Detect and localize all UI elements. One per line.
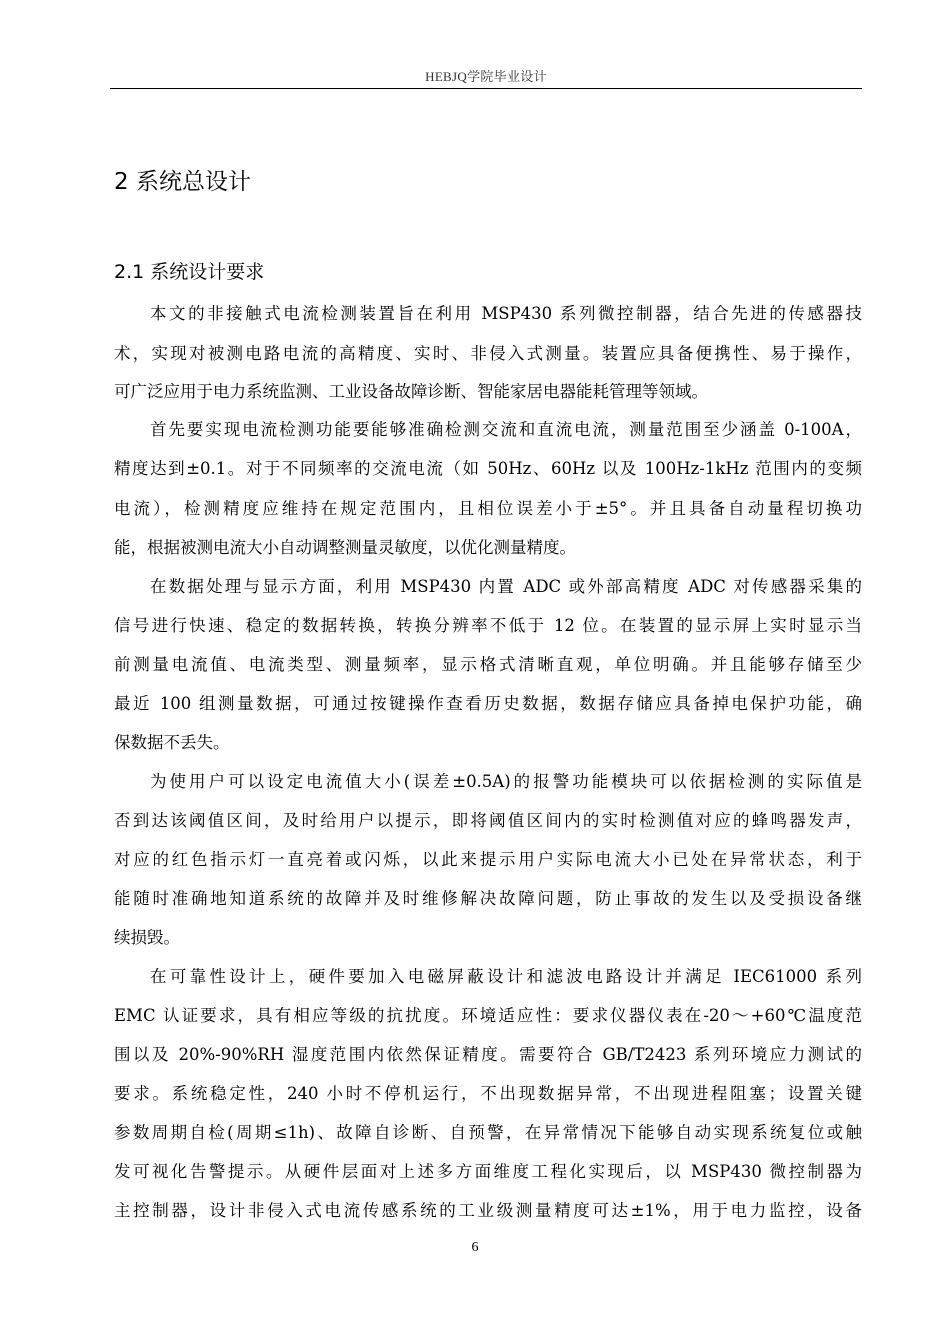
paragraph-line: 能随时准确地知道系统的故障并及时维修解决故障问题，防止事故的发生以及受损设备继: [114, 889, 862, 908]
paragraph-line: 电流），检测精度应维持在规定范围内，且相位误差小于±5°。并且具备自动量程切换功: [114, 499, 862, 518]
paragraph-line: 精度达到±0.1。对于不同频率的交流电流（如 50Hz、60Hz 以及 100Hz-1kHz 范围内的变频: [114, 459, 862, 478]
paragraph-line: 主控制器，设计非侵入式电流传感系统的工业级测量精度可达±1%，用于电力监控，设备: [114, 1201, 862, 1220]
paragraph-line: 能，根据被测电流大小自动调整测量灵敏度，以优化测量精度。: [114, 538, 576, 557]
paragraph-line: 保数据不丢失。: [114, 733, 230, 752]
paragraph-line: 在可靠性设计上，硬件要加入电磁屏蔽设计和滤波电路设计并满足 IEC61000 系列: [150, 967, 862, 986]
paragraph-line: 为使用户可以设定电流值大小(误差±0.5A)的报警功能模块可以依据检测的实际值是: [150, 772, 862, 791]
paragraph-line: 在数据处理与显示方面，利用 MSP430 内置 ADC 或外部高精度 ADC 对传感器采集的: [150, 577, 862, 596]
paragraph-line: 对应的红色指示灯一直亮着或闪烁，以此来提示用户实际电流大小已处在异常状态，利于: [114, 850, 862, 869]
paragraph-line: 发可视化告警提示。从硬件层面对上述多方面维度工程化实现后，以 MSP430 微控制器为: [114, 1162, 862, 1181]
paragraph-line: 围以及 20%-90%RH 湿度范围内依然保证精度。需要符合 GB/T2423 系列环境应力测试的: [114, 1045, 862, 1064]
paragraph-line: 首先要实现电流检测功能要能够准确检测交流和直流电流，测量范围至少涵盖 0-100A，: [150, 420, 862, 439]
paragraph-line: 术，实现对被测电路电流的高精度、实时、非侵入式测量。装置应具备便携性、易于操作，: [114, 344, 862, 363]
paragraph-line: 最近 100 组测量数据，可通过按键操作查看历史数据，数据存储应具备掉电保护功能，确: [114, 694, 862, 713]
running-header: HEBJQ学院毕业设计: [425, 69, 547, 84]
page-number: 6: [471, 1240, 479, 1255]
paragraph-line: 要求。系统稳定性，240 小时不停机运行，不出现数据异常，不出现进程阻塞；设置关键: [114, 1084, 862, 1103]
paragraph-line: 可广泛应用于电力系统监测、工业设备故障诊断、智能家居电器能耗管理等领域。: [114, 382, 708, 401]
paragraph-line: 本文的非接触式电流检测装置旨在利用 MSP430 系列微控制器，结合先进的传感器技: [150, 304, 862, 323]
paragraph-line: 前测量电流值、电流类型、测量频率，显示格式清晰直观，单位明确。并且能够存储至少: [114, 655, 862, 674]
paragraph-line: 续损毁。: [114, 928, 180, 947]
paragraph-line: EMC 认证要求，具有相应等级的抗扰度。环境适应性：要求仪器仪表在-20～+60℃温度范: [114, 1006, 862, 1025]
paragraph-line: 信号进行快速、稳定的数据转换，转换分辨率不低于 12 位。在装置的显示屏上实时显示当: [114, 616, 862, 635]
section-title: 2.1 系统设计要求: [114, 261, 265, 283]
paragraph-line: 否到达该阈值区间，及时给用户以提示，即将阈值区间内的实时检测值对应的蜂鸣器发声，: [114, 811, 862, 830]
paragraph-line: 参数周期自检(周期≤1h)、故障自诊断、自预警，在异常情况下能够自动实现系统复位或触: [114, 1123, 862, 1142]
chapter-title: 2 系统总设计: [114, 169, 251, 195]
header-rule: [110, 88, 862, 89]
